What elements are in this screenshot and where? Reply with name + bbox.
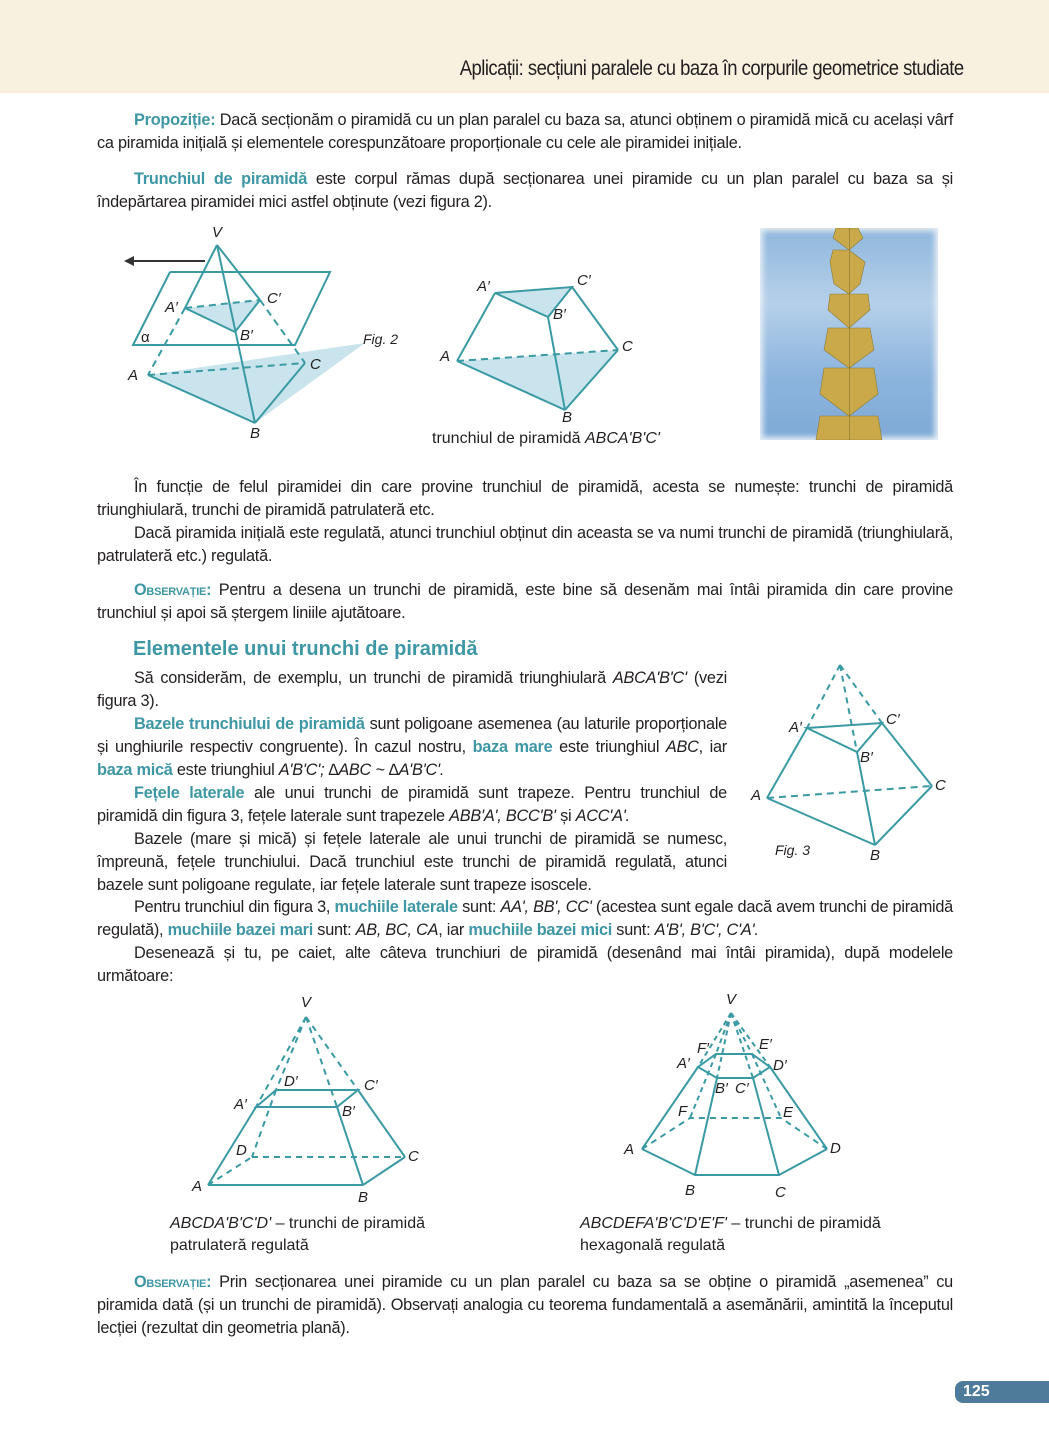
model-hexagonal-frustum xyxy=(615,990,875,1205)
figure2-pyramid-section xyxy=(110,220,420,450)
label-B1: B′ xyxy=(240,327,253,344)
proposition-label: Propoziție: xyxy=(134,111,216,129)
fig2-label: Fig. 2 xyxy=(363,331,399,347)
section-heading: Elementele unui trunchi de piramidă xyxy=(133,638,478,660)
proposition-paragraph: Propoziție: Dacă secționăm o piramidă cu un plan paralel cu baza sa, atunci obținem o piramidă mică cu același vârf ca piramida inițială și elementele corespunzătoare proporționale cu cele ale piramidei inițiale. xyxy=(97,111,953,152)
label-A1: A′ xyxy=(165,299,178,316)
label-E1: E′ xyxy=(759,1036,772,1053)
label-C: C xyxy=(408,1148,419,1165)
model-quadrilateral-frustum xyxy=(180,990,450,1205)
types-paragraph-2: Dacă piramida inițială este regulată, atunci trunchiul obținut din aceasta se va numi trunchi de piramidă (triunghiulară, patrulateră etc.) regulată. xyxy=(97,524,953,565)
base-fill xyxy=(148,343,365,423)
figure3-frustum xyxy=(745,660,960,870)
label-B1: B′ xyxy=(860,749,873,766)
label-B: B xyxy=(562,409,573,425)
figure2-caption: trunchiul de piramidă ABCA'B'C' xyxy=(432,430,660,447)
label-A1: A′ xyxy=(789,719,802,736)
label-B: B xyxy=(250,425,261,442)
label-C: C xyxy=(935,777,946,794)
types-paragraph-1: În funcție de felul piramidei din care provine trunchiul de piramidă, acesta se numește: trunchi de piramidă triunghiulară, trunchi de piramidă patrulateră etc. xyxy=(97,478,953,519)
label-C1: C′ xyxy=(577,272,591,289)
label-A: A xyxy=(192,1178,203,1195)
label-C: C xyxy=(775,1184,786,1201)
label-A: A xyxy=(624,1141,635,1158)
figure2-frustum xyxy=(420,265,660,425)
label-V: V xyxy=(301,994,312,1011)
frustum-definition-paragraph: Trunchiul de piramidă este corpul rămas după secționarea unei piramide cu un plan paralel cu baza sa și îndepărtarea piramidei mici astfel obținute (vezi figura 2). xyxy=(97,170,954,211)
label-B1: B′ xyxy=(715,1080,728,1097)
endless-column-photo xyxy=(760,228,938,440)
label-E: E xyxy=(783,1104,794,1121)
label-V: V xyxy=(212,224,223,241)
label-A1: A′ xyxy=(477,278,490,295)
label-A: A xyxy=(440,348,451,365)
label-V: V xyxy=(726,991,737,1008)
label-B: B xyxy=(685,1182,696,1199)
label-C: C xyxy=(310,356,321,373)
column-image xyxy=(760,228,938,440)
model-quadrilateral-caption: ABCDA'B'C'D' – trunchi de piramidă patrulateră regulată xyxy=(170,1215,425,1254)
label-alpha: α xyxy=(141,329,150,346)
frustum-term: Trunchiul de piramidă xyxy=(134,170,308,188)
label-F1: F′ xyxy=(697,1040,709,1057)
label-C1: C′ xyxy=(886,711,900,728)
page-number: 125 xyxy=(955,1381,1049,1403)
draw-instruction-paragraph: Desenează și tu, pe caiet, alte câteva trunchiuri de piramidă (desenând mai întâi piramida), după modelele următoare: xyxy=(97,944,953,985)
arrow-head-icon xyxy=(124,256,134,266)
observation-1: Observație: Pentru a desena un trunchi de piramidă, este bine să desenăm mai întâi piramida din care provine trunchiul și apoi să ștergem liniile ajutătoare. xyxy=(97,581,953,622)
label-B1: B′ xyxy=(553,306,566,323)
label-C1: C′ xyxy=(735,1080,749,1097)
label-B: B xyxy=(870,847,881,864)
fig3-label: Fig. 3 xyxy=(775,842,811,858)
page-header-title: Aplicații: secțiuni paralele cu baza în corpurile geometrice studiate xyxy=(460,57,964,80)
label-D: D xyxy=(236,1142,247,1159)
elements-paragraph: Să considerăm, de exemplu, un trunchi de piramidă triunghiulară ABCA'B'C' (vezi figura 3). Bazele trunchiului de piramidă sunt poligoane asemenea (au laturile proporționale și unghiurile respectiv congruente). În cazul nostru, baza mare este triunghiul ABC, iar baza mică este triunghiul A'B'C'; ∆ABC ~ ∆A'B'C'. Fețele laterale ale unui trunchi de piramidă sunt trapeze. Pentru trunchiul de piramidă din figura 3, fețele laterale sunt trapezele ABB'A', BCC'B' și ACC'A'. Bazele (mare și mică) și fețele laterale ale unui trunchi de piramidă se numesc, împreună, fețele trunchiului. Dacă trunchiul este trunchi de piramidă regulată, atunci bazele sunt poligoane regulate, iar fețele laterale sunt trapeze isoscele. xyxy=(97,669,728,894)
label-D1: D′ xyxy=(284,1073,298,1090)
label-B1: B′ xyxy=(342,1103,355,1120)
label-A: A xyxy=(128,367,139,384)
label-B: B xyxy=(358,1189,369,1205)
label-A1: A′ xyxy=(677,1055,690,1072)
label-D: D xyxy=(830,1140,841,1157)
label-A1: A′ xyxy=(234,1096,247,1113)
observation-2: Observație: Prin secționarea unei piramide cu un plan paralel cu baza sa se obține o piramidă „asemenea” cu piramida dată (și un trunchi de piramidă). Observați analogia cu teorema fundamentală a asemănării, amintită la începutul lecției (rezultat din geometria plană). xyxy=(97,1273,953,1337)
label-C1: C′ xyxy=(267,290,281,307)
label-C: C xyxy=(622,338,633,355)
edges-paragraph: Pentru trunchiul din figura 3, muchiile laterale sunt: AA', BB', CC' (acestea sunt egale dacă avem trunchi de piramidă regulată), muchiile bazei mari sunt: AB, BC, CA, iar muchiile bazei mici sunt: A'B', B'C', C'A'. xyxy=(97,898,953,939)
label-C1: C′ xyxy=(364,1077,378,1094)
model-hexagonal-caption: ABCDEFA'B'C'D'E'F' – trunchi de piramidă hexagonală regulată xyxy=(580,1215,881,1254)
label-F: F xyxy=(678,1103,688,1120)
label-D1: D′ xyxy=(773,1057,787,1074)
label-A: A xyxy=(751,787,762,804)
